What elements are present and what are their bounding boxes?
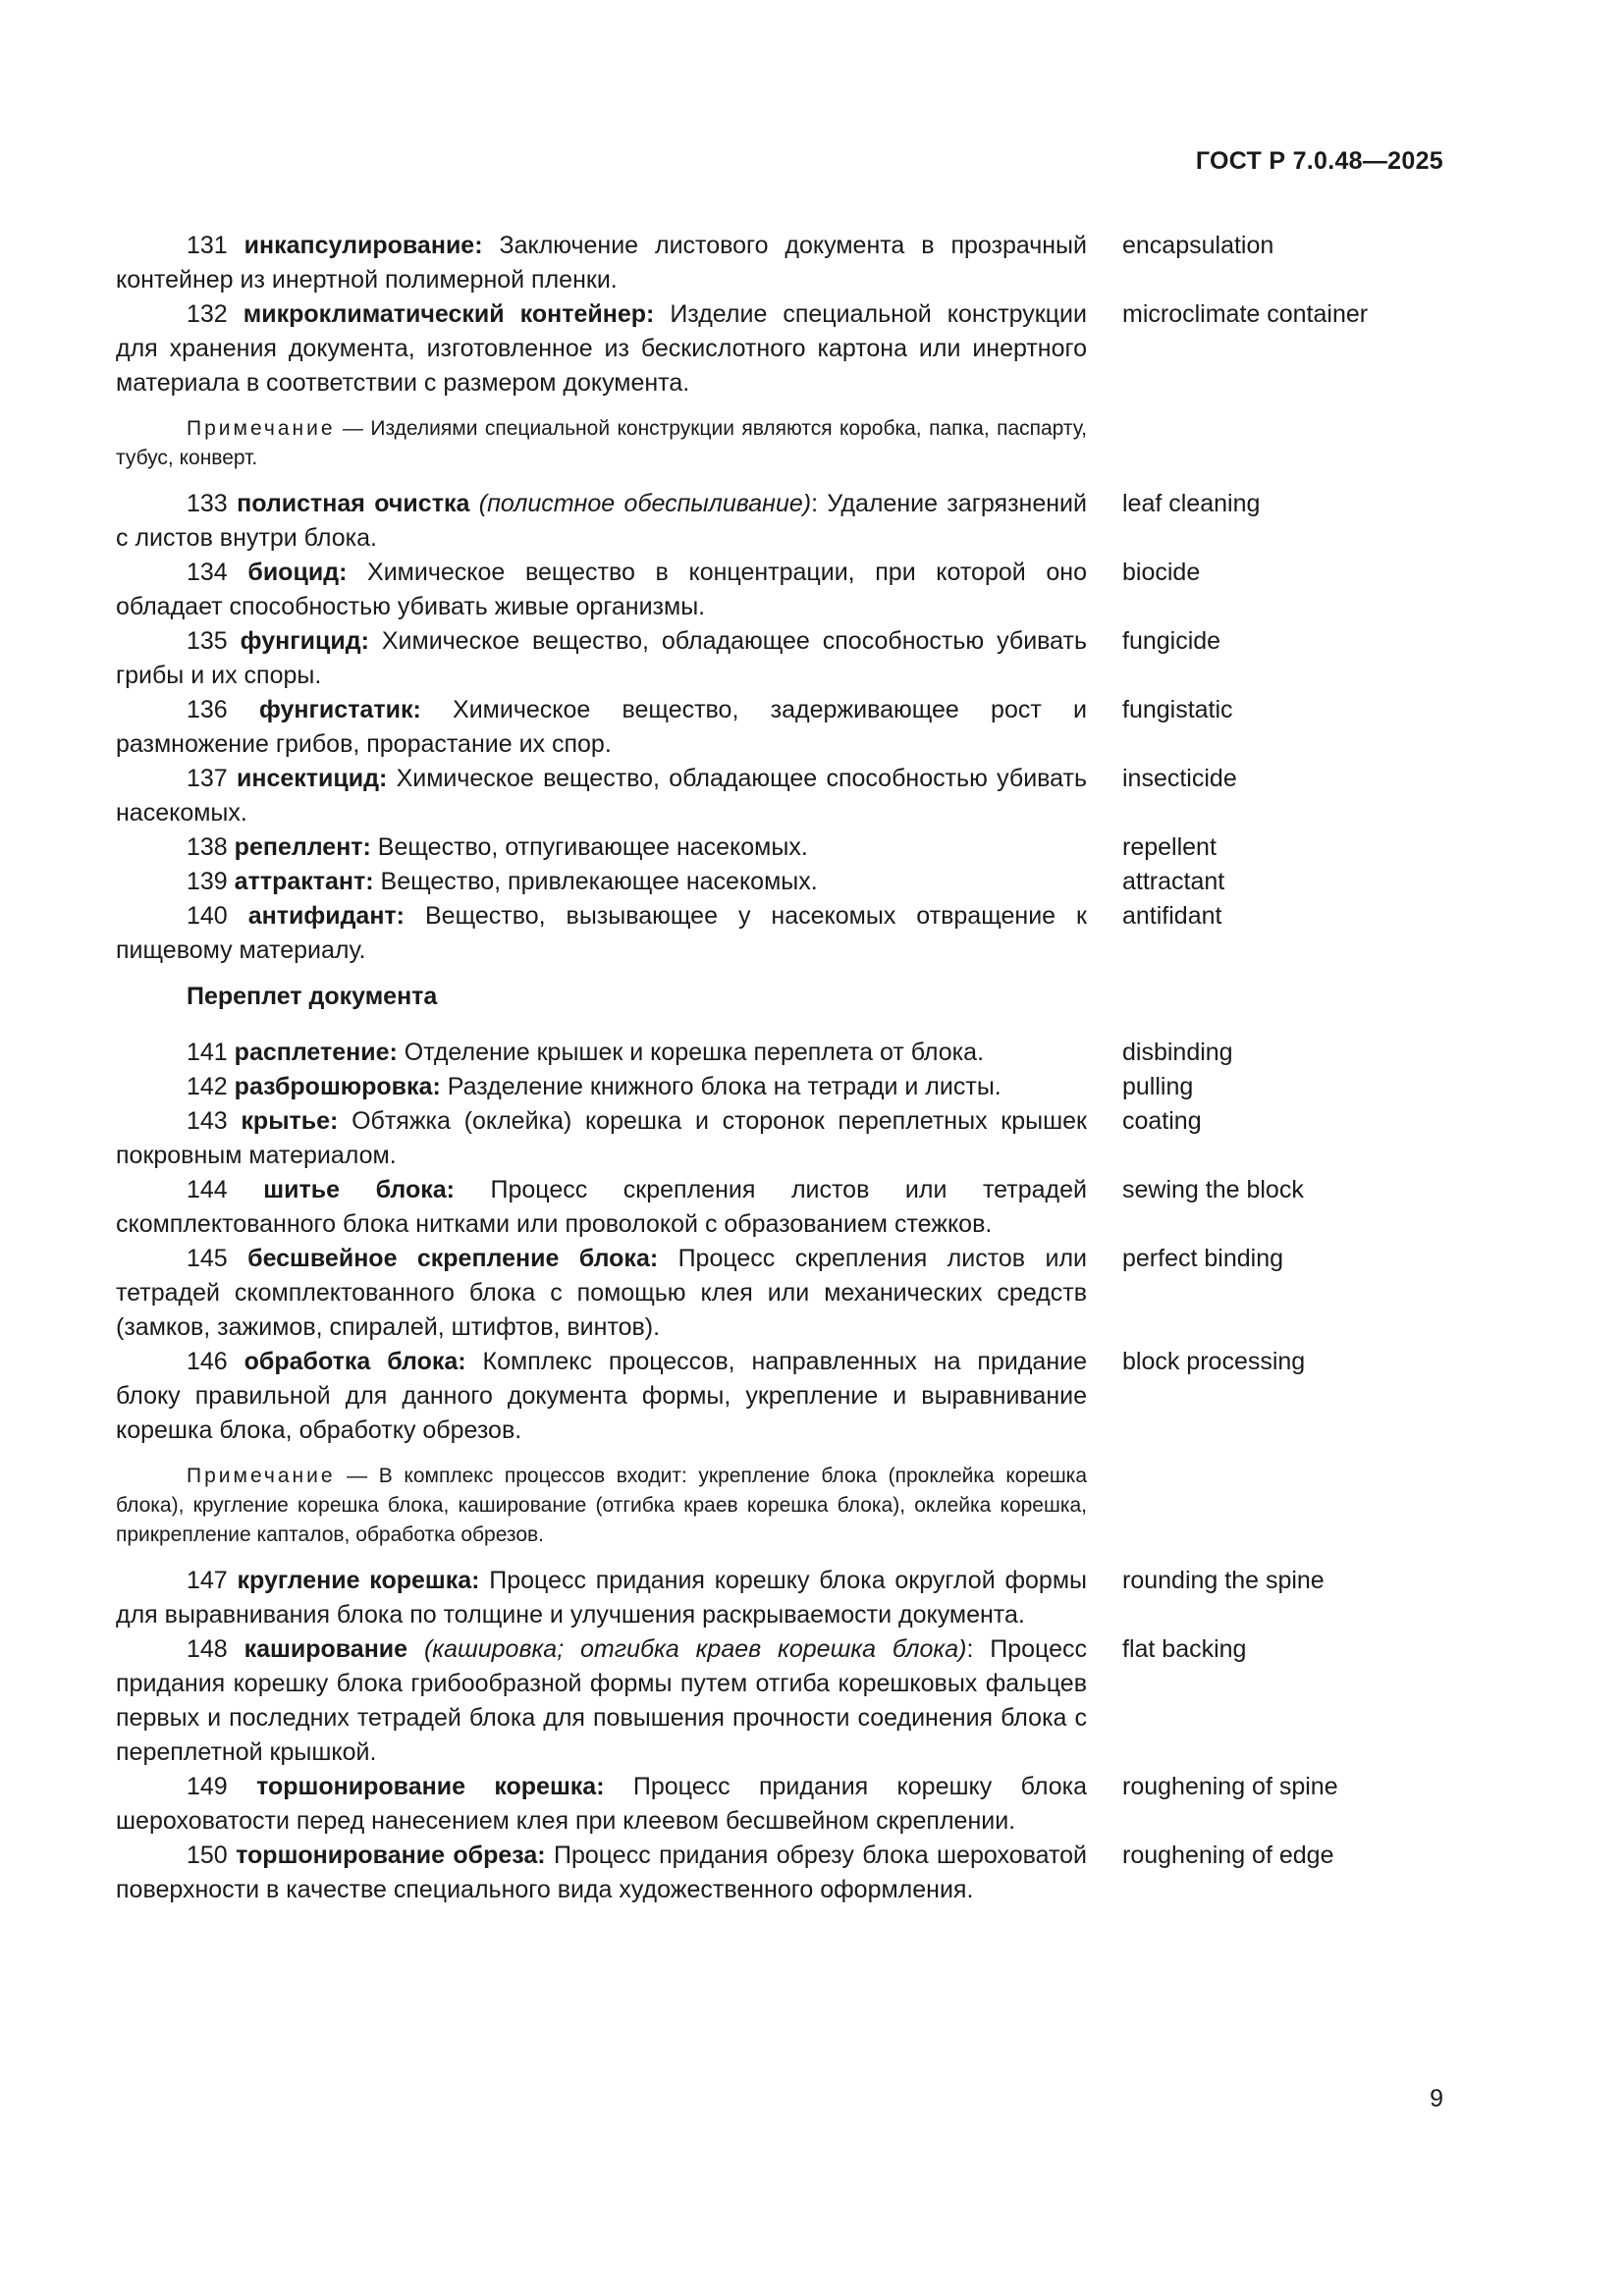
entry-term: репеллент: bbox=[234, 833, 371, 861]
entry-term: фунгистатик: bbox=[258, 696, 421, 723]
entry-term: инкапсулирование: bbox=[244, 232, 483, 259]
entry-definition-ru bbox=[116, 624, 1087, 693]
entry-definition-ru bbox=[116, 1564, 1087, 1632]
section-title: Переплет документа bbox=[187, 983, 438, 1010]
entry-definition-ru bbox=[116, 830, 1087, 865]
glossary-entry bbox=[116, 229, 1443, 297]
entry-definition-ru bbox=[116, 229, 1087, 297]
entry-term: биоцид: bbox=[247, 559, 348, 586]
entry-definition-ru bbox=[116, 1104, 1087, 1173]
entry-definition-text: Процесс скрепления листов или тетрадей скомплектованного блока с помощью клея или механических средств (замков, зажимов, спиралей, штифтов, винтов). bbox=[116, 1245, 1087, 1341]
glossary-entry bbox=[116, 1104, 1443, 1173]
entry-number: 138 bbox=[187, 833, 235, 861]
entry-number: 144 bbox=[187, 1176, 264, 1203]
entry-number: 149 bbox=[187, 1773, 257, 1800]
entry-definition-ru bbox=[116, 1070, 1087, 1104]
entry-term: шитье блока: bbox=[263, 1176, 455, 1203]
entry-term-en: rounding the spine bbox=[1122, 1567, 1325, 1594]
entry-definition-text: Изделие специальной конструкции для хранения документа, изготовленное из бескислотного картона или инертного материала в соответствии с размером документа. bbox=[116, 300, 1087, 397]
glossary-entry bbox=[116, 1564, 1443, 1632]
entry-definition-text: Заключение листового документа в прозрачный контейнер из инертной полимерной пленки. bbox=[116, 232, 1087, 294]
entry-term-en: repellent bbox=[1122, 833, 1217, 861]
entry-definition-text: Разделение книжного блока на тетради и листы. bbox=[440, 1073, 1001, 1100]
entry-term-en: coating bbox=[1122, 1107, 1202, 1135]
entry-term-en: disbinding bbox=[1122, 1039, 1233, 1066]
entry-number: 143 bbox=[187, 1107, 242, 1135]
entry-term-en: fungicide bbox=[1122, 627, 1221, 655]
entry-synonym: (кашировка; отгибка краев корешка блока) bbox=[423, 1635, 967, 1663]
entry-term-en: pulling bbox=[1122, 1073, 1194, 1100]
entry-number: 132 bbox=[187, 300, 244, 328]
entry-definition-text: Процесс скрепления листов или тетрадей скомплектованного блока нитками или проволокой с образованием стежков. bbox=[116, 1176, 1087, 1238]
note-text: — В комплекс процессов входит: укрепление блока (проклейка корешка блока), кругление корешка блока, каширование (отгибка краев корешка блока), оклейка корешка, прикрепление капталов, обработка обрезов. bbox=[116, 1465, 1087, 1546]
entry-term-en: roughening of edge bbox=[1122, 1842, 1334, 1869]
entry-definition-text: Комплекс процессов, направленных на придание блоку правильной для данного документа формы, укрепление и выравнивание корешка блока, обработку обрезов. bbox=[116, 1348, 1088, 1444]
entry-number: 139 bbox=[187, 868, 235, 895]
entry-term-en: sewing the block bbox=[1122, 1176, 1304, 1203]
note-1 bbox=[116, 414, 1087, 473]
entry-definition-text: Химическое вещество, задерживающее рост и размножение грибов, прорастание их спор. bbox=[116, 696, 1087, 758]
entry-term-en: encapsulation bbox=[1122, 232, 1274, 259]
entry-definition-text: Химическое вещество, обладающее способностью убивать грибы и их споры. bbox=[116, 627, 1087, 689]
page-number: 9 bbox=[1430, 2085, 1443, 2112]
glossary-entry bbox=[116, 1173, 1443, 1242]
entry-definition-ru bbox=[116, 556, 1087, 624]
entry-definition-ru bbox=[116, 899, 1087, 968]
glossary-content bbox=[116, 229, 1443, 1907]
entry-number: 136 bbox=[187, 696, 259, 723]
glossary-entry bbox=[116, 693, 1443, 762]
entry-term: инсектицид: bbox=[236, 765, 388, 792]
entry-definition-ru bbox=[116, 1839, 1087, 1907]
entry-definition-text: : Удаление загрязнений с листов внутри блока. bbox=[116, 490, 1087, 552]
entry-term-en: leaf cleaning bbox=[1122, 490, 1261, 517]
entry-term-en: insecticide bbox=[1122, 765, 1237, 792]
glossary-entry bbox=[116, 1036, 1443, 1070]
entries-group-b bbox=[116, 487, 1443, 968]
entry-term: фунгицид: bbox=[240, 627, 369, 655]
entry-term-en: biocide bbox=[1122, 559, 1201, 586]
entry-term: микроклиматический контейнер: bbox=[243, 300, 655, 328]
entry-number: 150 bbox=[187, 1842, 237, 1869]
entry-definition-text: Процесс придания корешку блока шероховатости перед нанесением клея при клеевом бесшвейном скреплении. bbox=[116, 1773, 1087, 1835]
glossary-entry bbox=[116, 830, 1443, 865]
entry-definition-text: Обтяжка (оклейка) корешка и сторонок переплетных крышек покровным материалом. bbox=[116, 1107, 1087, 1169]
entry-number: 131 bbox=[187, 232, 244, 259]
entry-definition-text: Вещество, отпугивающее насекомых. bbox=[370, 833, 808, 861]
glossary-entry bbox=[116, 556, 1443, 624]
entry-definition-text: Процесс придания обрезу блока шероховатой поверхности в качестве специального вида художественного оформления. bbox=[116, 1842, 1087, 1903]
entry-synonym: (полистное обеспыливание) bbox=[478, 490, 812, 517]
glossary-entry bbox=[116, 899, 1443, 968]
entry-term-en: block processing bbox=[1122, 1348, 1306, 1375]
note-text: — Изделиями специальной конструкции являются коробка, папка, паспарту, тубус, конверт. bbox=[116, 417, 1087, 469]
entry-definition-text: Химическое вещество в концентрации, при которой оно обладает способностью убивать живые организмы. bbox=[116, 559, 1087, 620]
entry-definition-ru bbox=[116, 1345, 1087, 1448]
entry-number: 137 bbox=[187, 765, 237, 792]
entry-term: кругление корешка: bbox=[237, 1567, 480, 1594]
entry-definition-ru bbox=[116, 1632, 1087, 1770]
entry-number: 134 bbox=[187, 559, 248, 586]
entry-term: аттрактант: bbox=[234, 868, 374, 895]
entry-definition-text: Отделение крышек и корешка переплета от блока. bbox=[397, 1039, 985, 1066]
entry-definition-text: Вещество, вызывающее у насекомых отвращение к пищевому материалу. bbox=[116, 902, 1087, 964]
entry-definition-text: Химическое вещество, обладающее способностью убивать насекомых. bbox=[116, 765, 1087, 827]
entry-term: бесшвейное скрепление блока: bbox=[247, 1245, 659, 1272]
entry-term: каширование bbox=[244, 1635, 408, 1663]
entries-group-d bbox=[116, 1564, 1443, 1907]
entry-term-en: microclimate container bbox=[1122, 300, 1369, 328]
entry-number: 148 bbox=[187, 1635, 244, 1663]
glossary-entry bbox=[116, 1632, 1443, 1770]
glossary-entry bbox=[116, 1345, 1443, 1448]
entry-term-en: attractant bbox=[1122, 868, 1225, 895]
entry-definition-ru bbox=[116, 693, 1087, 762]
entry-term-en: roughening of spine bbox=[1122, 1773, 1338, 1800]
document-header: ГОСТ Р 7.0.48—2025 bbox=[1195, 147, 1443, 175]
entries-group-a bbox=[116, 229, 1443, 400]
glossary-entry bbox=[116, 762, 1443, 830]
glossary-entry bbox=[116, 1070, 1443, 1104]
glossary-entry bbox=[116, 1770, 1443, 1839]
entry-term-en: fungistatic bbox=[1122, 696, 1233, 723]
entry-definition-ru bbox=[116, 1242, 1087, 1345]
entry-term-en: antifidant bbox=[1122, 902, 1222, 930]
entry-term: торшонирование корешка: bbox=[256, 1773, 605, 1800]
glossary-entry bbox=[116, 487, 1443, 556]
entry-definition-ru bbox=[116, 762, 1087, 830]
entry-number: 146 bbox=[187, 1348, 244, 1375]
entry-term: крытье: bbox=[241, 1107, 339, 1135]
entry-definition-ru bbox=[116, 297, 1087, 400]
entry-definition-ru bbox=[116, 1036, 1087, 1070]
entry-term: расплетение: bbox=[234, 1039, 398, 1066]
entry-definition-ru bbox=[116, 487, 1087, 556]
entry-term-en: flat backing bbox=[1122, 1635, 1247, 1663]
entry-term: разброшюровка: bbox=[234, 1073, 441, 1100]
entry-number: 145 bbox=[187, 1245, 248, 1272]
entry-number: 140 bbox=[187, 902, 248, 930]
entry-number: 135 bbox=[187, 627, 241, 655]
entry-number: 142 bbox=[187, 1073, 235, 1100]
entry-definition-text: Вещество, привлекающее насекомых. bbox=[373, 868, 818, 895]
entry-definition-text: : Процесс придания корешку блока грибообразной формы путем отгиба корешковых фальцев первых и последних тетрадей блока для повышения прочности соединения блока с переплетной крышкой. bbox=[116, 1635, 1087, 1766]
entry-number: 147 bbox=[187, 1567, 238, 1594]
entry-term: обработка блока: bbox=[244, 1348, 466, 1375]
glossary-entry bbox=[116, 1839, 1443, 1907]
entry-term: антифидант: bbox=[247, 902, 406, 930]
note-label: Примечание bbox=[187, 417, 336, 440]
entry-term: полистная очистка bbox=[237, 490, 470, 517]
glossary-entry bbox=[116, 1242, 1443, 1345]
entry-number: 133 bbox=[187, 490, 238, 517]
entry-definition-ru bbox=[116, 1173, 1087, 1242]
entry-definition-ru bbox=[116, 865, 1087, 899]
entry-number: 141 bbox=[187, 1039, 235, 1066]
entry-term: торшонирование обреза: bbox=[236, 1842, 546, 1869]
note-label: Примечание bbox=[187, 1465, 336, 1487]
glossary-entry bbox=[116, 624, 1443, 693]
entry-definition-ru bbox=[116, 1770, 1087, 1839]
glossary-entry bbox=[116, 865, 1443, 899]
entry-definition-text: Процесс придания корешку блока округлой формы для выравнивания блока по толщине и улучшения раскрываемости документа. bbox=[116, 1567, 1087, 1629]
entries-group-c bbox=[116, 1036, 1443, 1448]
note-2 bbox=[116, 1462, 1087, 1550]
glossary-entry bbox=[116, 297, 1443, 400]
entry-term-en: perfect binding bbox=[1122, 1245, 1284, 1272]
